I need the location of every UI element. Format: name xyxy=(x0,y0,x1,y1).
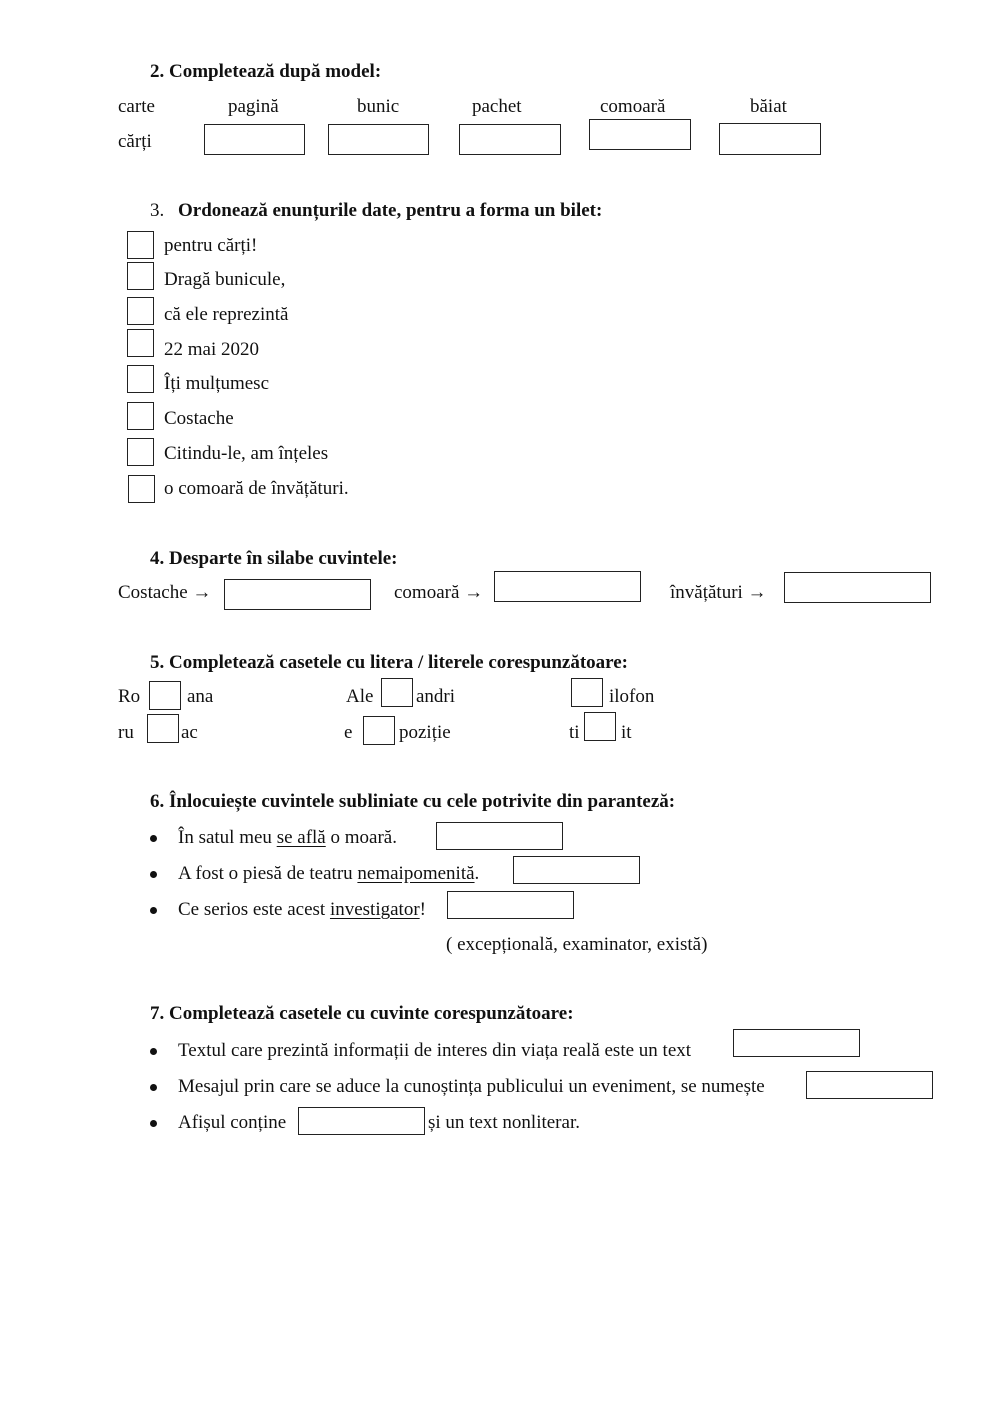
ex2-answer-input[interactable] xyxy=(459,124,561,155)
ex2-word: pagină xyxy=(228,96,279,117)
ex3-item: pentru cărți! xyxy=(164,235,258,256)
ex4-word: învățături → xyxy=(670,582,767,603)
ex2-answer-input[interactable] xyxy=(719,123,821,155)
ex4-word: comoară → xyxy=(394,582,484,603)
ex5-letter-input[interactable] xyxy=(147,714,179,743)
bullet xyxy=(150,1120,157,1127)
ex4-word: Costache → xyxy=(118,582,212,603)
ex3-item: Îți mulțumesc xyxy=(164,373,270,394)
ex3-item: o comoară de învățături. xyxy=(164,478,349,499)
ex6-replacement-input[interactable] xyxy=(447,891,574,919)
ex5-letter-input[interactable] xyxy=(363,716,395,745)
bullet xyxy=(150,1084,157,1091)
ex5-fragment: Ro xyxy=(118,686,141,707)
ex7-title: 7. Completează casetele cu cuvinte corespunzătoare: xyxy=(150,1003,574,1024)
ex5-fragment: ana xyxy=(187,686,214,707)
ex5-fragment: ru xyxy=(118,722,134,743)
ex7-answer-input[interactable] xyxy=(298,1107,425,1135)
underlined-word: se află xyxy=(276,827,326,848)
ex5-fragment: Ale xyxy=(346,686,374,707)
ex4-syllables-input[interactable] xyxy=(224,579,371,610)
ex6-sentence-2 xyxy=(178,863,479,885)
ex6-title: 6. Înlocuiește cuvintele subliniate cu cele potrivite din paranteză: xyxy=(150,791,676,812)
ex2-word: bunic xyxy=(357,96,400,117)
ex3-item: Costache xyxy=(164,408,234,429)
ex5-fragment: e xyxy=(344,722,353,743)
ex3-order-input[interactable] xyxy=(127,365,154,393)
ex5-letter-input[interactable] xyxy=(584,712,616,741)
ex3-item: că ele reprezintă xyxy=(164,304,289,325)
ex3-number: 3. xyxy=(150,200,165,221)
ex2-word: băiat xyxy=(750,96,787,117)
ex5-letter-input[interactable] xyxy=(571,678,603,707)
bullet xyxy=(150,835,157,842)
ex5-fragment: andri xyxy=(416,686,456,707)
ex2-answer-input[interactable] xyxy=(328,124,429,155)
ex3-order-input[interactable] xyxy=(127,231,154,259)
ex5-fragment: it xyxy=(621,722,632,743)
ex2-word: pachet xyxy=(472,96,522,117)
sentence-text: o moară. xyxy=(325,827,397,848)
underlined-word: nemaipomenită xyxy=(357,863,475,884)
ex2-model-answer: cărți xyxy=(118,131,152,152)
ex3-item: Citindu-le, am înțeles xyxy=(164,443,329,464)
ex7-sentence: Textul care prezintă informații de interes din viața reală este un text xyxy=(178,1040,692,1061)
ex5-fragment: ac xyxy=(181,722,198,743)
ex2-word: comoară xyxy=(600,96,666,117)
ex3-item: Dragă bunicule, xyxy=(164,269,286,290)
ex2-answer-input[interactable] xyxy=(204,124,305,155)
ex6-options: ( excepțională, examinator, există) xyxy=(446,934,708,955)
sentence-text: Ce serios este acest xyxy=(178,899,330,920)
sentence-text: . xyxy=(474,863,480,884)
ex3-order-input[interactable] xyxy=(128,475,155,503)
sentence-text: ! xyxy=(419,899,426,920)
ex7-sentence: Mesajul prin care se aduce la cunoștința publicului un eveniment, se numește xyxy=(178,1076,765,1097)
ex5-title: 5. Completează casetele cu litera / literele corespunzătoare: xyxy=(150,652,628,673)
bullet xyxy=(150,907,157,914)
ex7-answer-input[interactable] xyxy=(806,1071,933,1099)
ex5-fragment: ti xyxy=(569,722,580,743)
ex3-item: 22 mai 2020 xyxy=(164,339,259,360)
ex5-letter-input[interactable] xyxy=(149,681,181,710)
ex5-fragment: ilofon xyxy=(609,686,655,707)
ex6-sentence-3 xyxy=(178,899,426,921)
ex7-sentence: Afișul conține xyxy=(178,1112,287,1133)
ex6-replacement-input[interactable] xyxy=(436,822,563,850)
underlined-word: investigator xyxy=(329,899,420,920)
ex4-syllables-input[interactable] xyxy=(784,572,931,603)
ex7-sentence: și un text nonliterar. xyxy=(428,1112,580,1133)
ex2-title: 2. Completează după model: xyxy=(150,61,382,82)
ex3-order-input[interactable] xyxy=(127,297,154,325)
ex3-order-input[interactable] xyxy=(127,262,154,290)
sentence-text: În satul meu xyxy=(178,827,277,848)
ex7-answer-input[interactable] xyxy=(733,1029,860,1057)
ex3-title: Ordonează enunțurile date, pentru a forma un bilet: xyxy=(178,200,603,221)
ex6-replacement-input[interactable] xyxy=(513,856,640,884)
ex3-order-input[interactable] xyxy=(127,329,154,357)
ex5-fragment: poziție xyxy=(399,722,451,743)
sentence-text: A fost o piesă de teatru xyxy=(178,863,358,884)
bullet xyxy=(150,871,157,878)
ex6-sentence-1 xyxy=(178,827,397,849)
bullet xyxy=(150,1048,157,1055)
ex4-syllables-input[interactable] xyxy=(494,571,641,602)
ex3-order-input[interactable] xyxy=(127,438,154,466)
ex5-letter-input[interactable] xyxy=(381,678,413,707)
ex3-order-input[interactable] xyxy=(127,402,154,430)
ex2-word-model: carte xyxy=(118,96,155,117)
ex4-title: 4. Desparte în silabe cuvintele: xyxy=(150,548,398,569)
ex2-answer-input[interactable] xyxy=(589,119,691,150)
